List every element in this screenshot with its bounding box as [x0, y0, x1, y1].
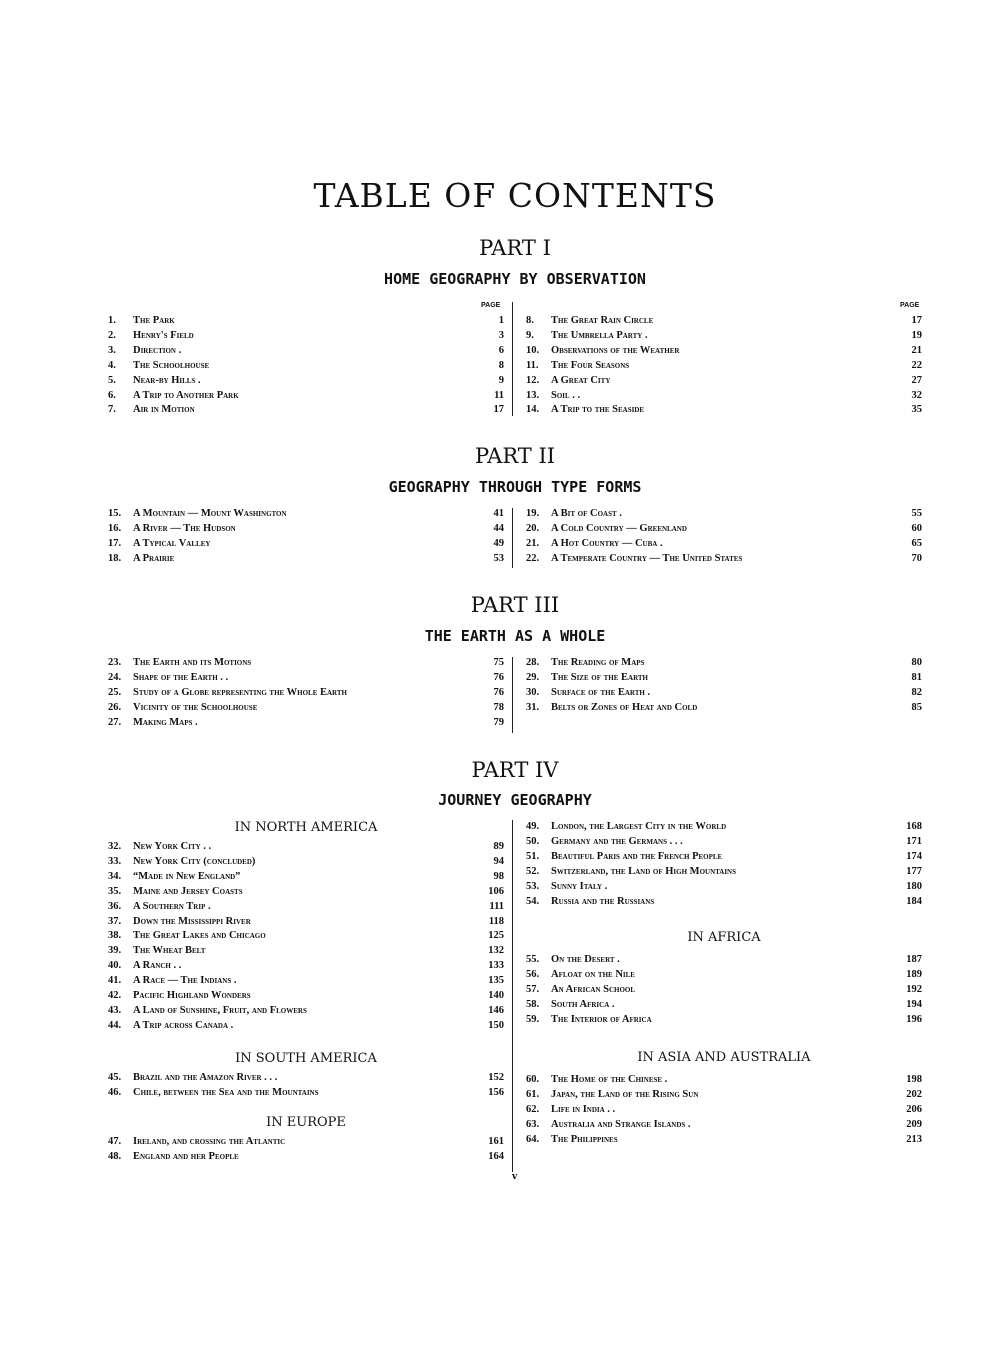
entry-number: 13. [526, 389, 540, 401]
entry-title: The Wheat Belt [133, 945, 206, 957]
entry-page: 152 [488, 1072, 504, 1083]
toc-entry [526, 404, 922, 418]
entry-page: 135 [488, 975, 504, 987]
entry-title: The Size of the Earth [551, 671, 649, 683]
entry-number: 1. [108, 315, 116, 326]
entry-number: 29. [526, 671, 540, 683]
entry-page: 11 [494, 389, 504, 401]
toc-entry [108, 1151, 504, 1165]
entry-title: The Earth and its Motions [133, 657, 252, 668]
toc-entry [526, 390, 922, 404]
entry-title: The Philippines [551, 1133, 618, 1145]
toc-entry [108, 990, 504, 1004]
entry-title: Russia and the Russians [551, 895, 655, 907]
toc-entry [108, 390, 504, 404]
entry-number: 10. [526, 344, 540, 356]
toc-entry [108, 360, 504, 374]
entry-title: A Cold Country — Greenland [551, 522, 687, 534]
entry-title: New York City . . [133, 841, 212, 852]
entry-title: Down the Mississippi River [133, 915, 251, 927]
entry-page: 146 [488, 1004, 504, 1016]
entry-title: “Made in New England” [133, 870, 241, 882]
toc-entry [526, 1119, 922, 1133]
entry-title: The Reading of Maps [551, 657, 645, 668]
entry-page: 55 [911, 508, 922, 519]
entry-title: Shape of the Earth . . [133, 671, 229, 683]
toc-entry [526, 881, 922, 895]
region-heading: IN ASIA AND AUSTRALIA [637, 1050, 811, 1065]
entry-number: 48. [108, 1150, 122, 1162]
toc-entry [108, 841, 504, 855]
entry-page: 78 [493, 701, 504, 713]
entry-title: Air in Motion [133, 404, 195, 416]
toc-entry [108, 538, 504, 552]
toc-entry [108, 375, 504, 389]
entry-title: New York City (concluded) [133, 855, 256, 867]
entry-page: 19 [911, 329, 922, 341]
entry-title: A Race — The Indians . [133, 975, 237, 987]
toc-entry [526, 375, 922, 389]
entry-number: 35. [108, 885, 122, 897]
toc-entry [108, 960, 504, 974]
entry-number: 7. [108, 404, 116, 416]
entry-page: 164 [488, 1150, 504, 1162]
entry-page: 22 [911, 359, 922, 371]
entry-number: 62. [526, 1103, 540, 1115]
column-divider [512, 657, 513, 733]
toc-entry [108, 330, 504, 344]
toc-entry [526, 672, 922, 686]
entry-page: 194 [906, 998, 922, 1010]
toc-entry [108, 945, 504, 959]
entry-title: Pacific Highland Wonders [133, 990, 251, 1001]
entry-page: 206 [906, 1103, 922, 1115]
entry-title: Henry's Field [133, 329, 194, 341]
toc-entry [108, 1005, 504, 1019]
part-1-title: PART I [479, 236, 551, 260]
entry-number: 24. [108, 671, 122, 683]
entry-number: 34. [108, 870, 122, 882]
entry-number: 14. [526, 404, 540, 416]
entry-number: 50. [526, 835, 540, 847]
entry-page: 32 [911, 389, 922, 401]
entry-title: Surface of the Earth . [551, 686, 651, 698]
entry-title: The Park [133, 315, 175, 326]
toc-entry [526, 523, 922, 537]
entry-page: 156 [488, 1086, 504, 1098]
region-heading: IN NORTH AMERICA [234, 820, 378, 835]
entry-page: 150 [488, 1019, 504, 1031]
toc-entry [526, 1134, 922, 1148]
toc-entry [526, 866, 922, 880]
entry-number: 11. [526, 359, 539, 371]
page-number: v [512, 1172, 518, 1182]
toc-entry [526, 954, 922, 968]
toc-entry [108, 975, 504, 989]
entry-number: 28. [526, 657, 540, 668]
entry-title: The Home of the Chinese . [551, 1074, 668, 1085]
region-heading: IN SOUTH AMERICA [235, 1051, 377, 1066]
entry-title: Switzerland, the Land of High Mountains [551, 865, 737, 877]
entry-page: 161 [488, 1136, 504, 1147]
entry-page: 196 [906, 1013, 922, 1025]
entry-number: 57. [526, 983, 540, 995]
entry-title: Near-by Hills . [133, 374, 201, 386]
toc-entry [108, 886, 504, 900]
toc-entry [526, 553, 922, 567]
entry-page: 79 [493, 716, 504, 728]
entry-number: 45. [108, 1072, 122, 1083]
toc-entry [526, 984, 922, 998]
entry-page: 125 [488, 930, 504, 942]
toc-entry [108, 672, 504, 686]
entry-number: 42. [108, 990, 122, 1001]
toc-entry [108, 315, 504, 329]
toc-entry [108, 1136, 504, 1150]
entry-number: 49. [526, 821, 540, 832]
part-4-title: PART IV [471, 758, 559, 782]
entry-number: 4. [108, 359, 116, 371]
entry-page: 213 [906, 1133, 922, 1145]
toc-entry [526, 702, 922, 716]
entry-number: 39. [108, 945, 122, 957]
toc-entry [108, 1087, 504, 1101]
toc-entry [526, 821, 922, 835]
entry-number: 40. [108, 960, 122, 972]
entry-page: 118 [488, 915, 504, 927]
entry-title: The Interior of Africa [551, 1013, 652, 1025]
entry-number: 18. [108, 552, 122, 564]
entry-page: 35 [911, 404, 922, 416]
entry-number: 61. [526, 1088, 540, 1100]
entry-number: 3. [108, 344, 116, 356]
entry-title: The Great Rain Circle [551, 315, 654, 326]
entry-number: 22. [526, 552, 540, 564]
entry-page: 180 [906, 880, 922, 892]
entry-page: 94 [493, 855, 504, 867]
toc-entry [526, 345, 922, 359]
entry-title: A Trip to the Seaside [551, 404, 645, 416]
toc-entry [108, 930, 504, 944]
toc-entry [108, 1072, 504, 1086]
toc-entry [526, 360, 922, 374]
entry-page: 76 [493, 671, 504, 683]
entry-number: 6. [108, 389, 116, 401]
entry-page: 65 [911, 537, 922, 549]
toc-entry [108, 702, 504, 716]
entry-page: 41 [493, 508, 504, 519]
toc-entry [108, 523, 504, 537]
toc-entry [526, 836, 922, 850]
toc-entry [526, 999, 922, 1013]
toc-entry [108, 553, 504, 567]
entry-page: 168 [906, 821, 922, 832]
entry-number: 59. [526, 1013, 540, 1025]
entry-page: 106 [488, 885, 504, 897]
part-3-title: PART III [470, 593, 560, 617]
entry-page: 132 [488, 945, 504, 957]
entry-page: 192 [906, 983, 922, 995]
entry-number: 23. [108, 657, 122, 668]
toc-entry [108, 901, 504, 915]
entry-title: A Bit of Coast . [551, 508, 622, 519]
entry-number: 20. [526, 522, 540, 534]
entry-number: 17. [108, 537, 122, 549]
entry-title: On the Desert . [551, 954, 620, 965]
entry-number: 38. [108, 930, 122, 942]
entry-title: A Trip to Another Park [133, 389, 239, 401]
entry-number: 53. [526, 880, 540, 892]
toc-entry [526, 538, 922, 552]
entry-number: 9. [526, 329, 534, 341]
entry-title: A Hot Country — Cuba . [551, 537, 663, 549]
entry-page: 49 [493, 537, 504, 549]
entry-title: The Four Seasons [551, 359, 630, 371]
entry-title: A Prairie [133, 552, 175, 564]
entry-number: 52. [526, 865, 540, 877]
toc-entry [526, 851, 922, 865]
entry-page: 209 [906, 1118, 922, 1130]
entry-title: Belts or Zones of Heat and Cold [551, 701, 698, 713]
entry-page: 9 [498, 374, 504, 386]
entry-number: 37. [108, 915, 122, 927]
entry-number: 47. [108, 1136, 122, 1147]
page-column-header: PAGE [481, 302, 501, 309]
entry-number: 27. [108, 716, 122, 728]
entry-title: The Umbrella Party . [551, 329, 648, 341]
entry-number: 55. [526, 954, 540, 965]
entry-page: 70 [911, 552, 922, 564]
entry-number: 16. [108, 522, 122, 534]
part-2-subtitle: GEOGRAPHY THROUGH TYPE FORMS [388, 478, 642, 496]
entry-title: A Southern Trip . [133, 900, 211, 912]
toc-entry [108, 687, 504, 701]
toc-entry [108, 916, 504, 930]
entry-title: A Land of Sunshine, Fruit, and Flowers [133, 1004, 307, 1016]
entry-page: 3 [498, 329, 504, 341]
entry-number: 41. [108, 975, 122, 987]
entry-page: 85 [911, 701, 922, 713]
entry-page: 76 [493, 686, 504, 698]
entry-number: 26. [108, 701, 122, 713]
entry-title: A Ranch . . [133, 960, 182, 972]
entry-page: 17 [493, 404, 504, 416]
entry-number: 2. [108, 329, 116, 341]
entry-title: Japan, the Land of the Rising Sun [551, 1088, 699, 1100]
entry-page: 189 [906, 968, 922, 980]
entry-number: 8. [526, 315, 534, 326]
column-divider [512, 302, 513, 416]
entry-page: 198 [906, 1074, 922, 1085]
entry-page: 133 [488, 960, 504, 972]
toc-entry [526, 657, 922, 671]
entry-title: Life in India . . [551, 1103, 616, 1115]
toc-entry [108, 856, 504, 870]
entry-title: England and her People [133, 1150, 239, 1162]
entry-page: 44 [493, 522, 504, 534]
entry-page: 111 [489, 900, 504, 912]
entry-number: 5. [108, 374, 116, 386]
toc-entry [526, 1074, 922, 1088]
toc-entry [108, 871, 504, 885]
entry-number: 64. [526, 1133, 540, 1145]
entry-title: A Trip across Canada . [133, 1019, 234, 1031]
entry-number: 15. [108, 508, 122, 519]
page-title: TABLE OF CONTENTS [313, 176, 717, 215]
entry-number: 31. [526, 701, 540, 713]
entry-title: Soil . . [551, 389, 581, 401]
entry-title: Germany and the Germans . . . [551, 835, 683, 847]
toc-entry [108, 657, 504, 671]
entry-number: 36. [108, 900, 122, 912]
toc-entry [108, 1020, 504, 1034]
toc-entry [526, 1104, 922, 1118]
entry-page: 171 [906, 835, 922, 847]
entry-title: A Great City [551, 374, 611, 386]
entry-title: The Great Lakes and Chicago [133, 930, 266, 942]
entry-page: 98 [493, 870, 504, 882]
entry-page: 184 [906, 895, 922, 907]
region-heading: IN AFRICA [687, 930, 761, 945]
entry-title: Afloat on the Nile [551, 968, 635, 980]
entry-number: 44. [108, 1019, 122, 1031]
entry-title: Brazil and the Amazon River . . . [133, 1072, 278, 1083]
entry-page: 202 [906, 1088, 922, 1100]
entry-page: 187 [906, 954, 922, 965]
entry-number: 30. [526, 686, 540, 698]
entry-page: 177 [906, 865, 922, 877]
entry-page: 80 [911, 657, 922, 668]
entry-title: London, the Largest City in the World [551, 821, 727, 832]
page-column-header: PAGE [900, 302, 920, 309]
toc-entry [526, 1089, 922, 1103]
part-4-subtitle: JOURNEY GEOGRAPHY [438, 791, 592, 809]
entry-title: Vicinity of the Schoolhouse [133, 701, 258, 713]
part-2-title: PART II [474, 444, 556, 468]
entry-number: 32. [108, 841, 122, 852]
toc-entry [108, 345, 504, 359]
entry-number: 19. [526, 508, 540, 519]
entry-number: 25. [108, 686, 122, 698]
entry-number: 56. [526, 968, 540, 980]
entry-number: 58. [526, 998, 540, 1010]
entry-page: 82 [911, 686, 922, 698]
entry-page: 27 [911, 374, 922, 386]
entry-page: 8 [498, 359, 504, 371]
entry-title: Making Maps . [133, 716, 198, 728]
toc-entry [108, 508, 504, 522]
region-heading: IN EUROPE [266, 1115, 346, 1130]
toc-entry [526, 1014, 922, 1028]
entry-title: Direction . [133, 344, 182, 356]
entry-title: A Mountain — Mount Washington [133, 508, 287, 519]
entry-title: Observations of the Weather [551, 344, 680, 356]
entry-title: South Africa . [551, 998, 615, 1010]
entry-title: An African School [551, 983, 636, 995]
entry-number: 43. [108, 1004, 122, 1016]
entry-title: Australia and Strange Islands . [551, 1118, 691, 1130]
entry-number: 33. [108, 855, 122, 867]
entry-page: 53 [493, 552, 504, 564]
toc-entry [108, 404, 504, 418]
entry-title: Beautiful Paris and the French People [551, 850, 723, 862]
entry-number: 63. [526, 1118, 540, 1130]
entry-title: Ireland, and crossing the Atlantic [133, 1136, 286, 1147]
entry-title: A Temperate Country — The United States [551, 552, 743, 564]
entry-page: 1 [498, 315, 504, 326]
entry-page: 17 [911, 315, 922, 326]
entry-page: 89 [493, 841, 504, 852]
entry-number: 60. [526, 1074, 540, 1085]
entry-page: 6 [498, 344, 504, 356]
entry-page: 174 [906, 850, 922, 862]
entry-page: 60 [911, 522, 922, 534]
entry-title: Study of a Globe representing the Whole Earth [133, 686, 347, 698]
entry-number: 54. [526, 895, 540, 907]
entry-number: 12. [526, 374, 540, 386]
entry-title: Sunny Italy . [551, 880, 608, 892]
toc-entry [526, 315, 922, 329]
entry-page: 75 [493, 657, 504, 668]
entry-title: The Schoolhouse [133, 359, 210, 371]
part-3-subtitle: THE EARTH AS A WHOLE [424, 627, 606, 645]
toc-entry [526, 330, 922, 344]
part-1-subtitle: HOME GEOGRAPHY BY OBSERVATION [384, 270, 646, 288]
entry-title: A Typical Valley [133, 537, 211, 549]
entry-number: 51. [526, 850, 540, 862]
entry-number: 46. [108, 1086, 122, 1098]
column-divider [512, 820, 513, 1172]
entry-number: 21. [526, 537, 540, 549]
entry-title: A River — The Hudson [133, 522, 236, 534]
entry-page: 81 [911, 671, 922, 683]
toc-entry [108, 717, 504, 731]
toc-entry [526, 969, 922, 983]
toc-entry [526, 508, 922, 522]
toc-entry [526, 896, 922, 910]
entry-page: 140 [488, 990, 504, 1001]
column-divider [512, 508, 513, 568]
entry-title: Maine and Jersey Coasts [133, 885, 243, 897]
entry-page: 21 [911, 344, 922, 356]
entry-title: Chile, between the Sea and the Mountains [133, 1086, 319, 1098]
toc-entry [526, 687, 922, 701]
